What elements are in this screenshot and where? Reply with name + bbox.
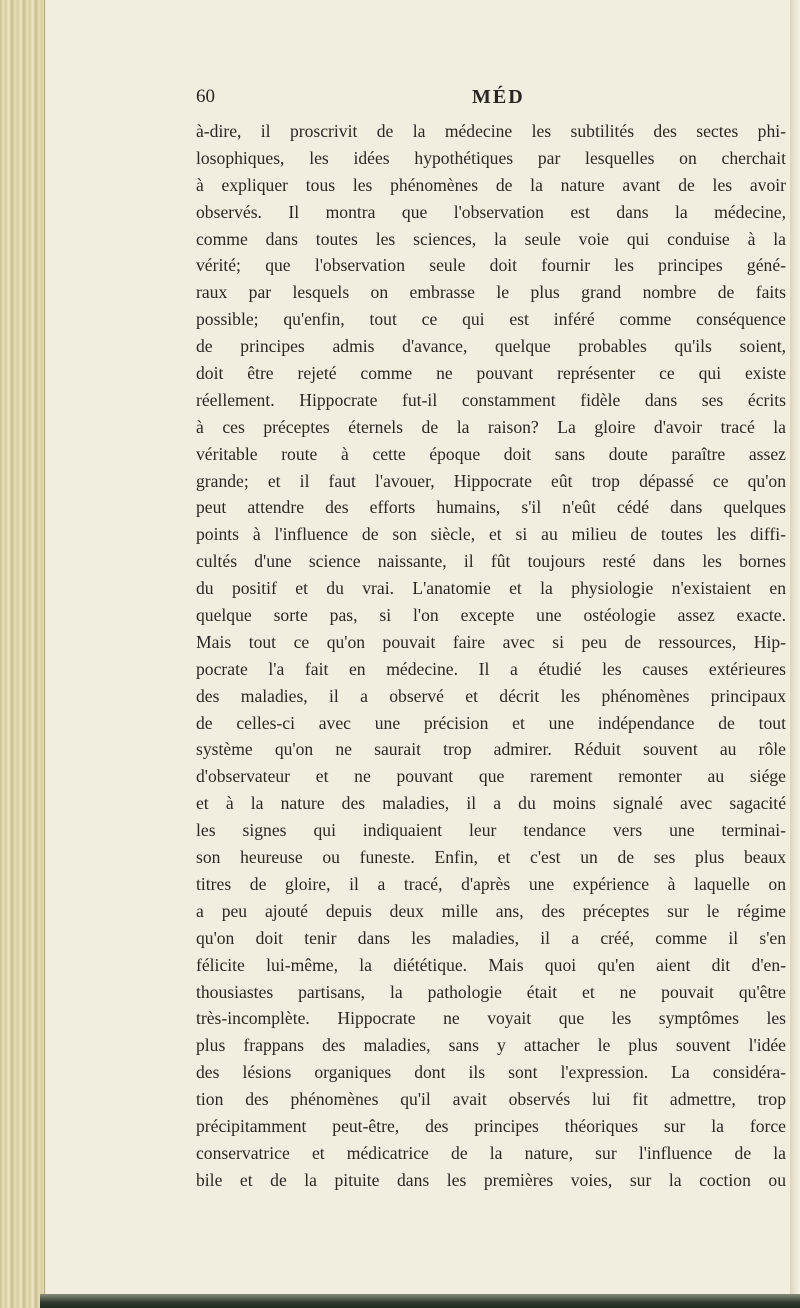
text-line: possible; qu'enfin, tout ce qui est inféré comme conséquence [196, 309, 786, 330]
page-bottom-edge [40, 1294, 800, 1308]
text-line: titres de gloire, il a tracé, d'après une expérience à laquelle on [196, 873, 786, 894]
text-line: d'observateur et ne pouvant que rarement remonter au siége [196, 766, 786, 787]
page-right-edge [790, 0, 800, 1308]
text-line: à ces préceptes éternels de la raison? La gloire d'avoir tracé la [196, 416, 786, 437]
text-line: points à l'influence de son siècle, et si au milieu de toutes les diffi- [196, 524, 786, 545]
text-line: thousiastes partisans, la pathologie était et ne pouvait qu'être [196, 981, 786, 1002]
text-line: qu'on doit tenir dans les maladies, il a créé, comme il s'en [196, 927, 786, 948]
page-number: 60 [196, 86, 215, 107]
text-line: très-incomplète. Hippocrate ne voyait que les symptômes les [196, 1008, 786, 1029]
text-line: du positif et du vrai. L'anatomie et la physiologie n'existaient en [196, 578, 786, 599]
text-line: raux par lesquels on embrasse le plus grand nombre de faits [196, 282, 786, 303]
text-line: conservatrice et médicatrice de la nature, sur l'influence de la [196, 1142, 786, 1163]
text-line: les signes qui indiquaient leur tendance vers une terminai- [196, 820, 786, 841]
running-head-title: MÉD [472, 86, 525, 108]
running-head [196, 86, 576, 112]
text-line: bile et de la pituite dans les premières voies, sur la coction ou [196, 1169, 786, 1190]
text-line: tion des phénomènes qu'il avait observés lui fit admettre, trop [196, 1089, 786, 1110]
text-line: grande; et il faut l'avouer, Hippocrate eût trop dépassé ce qu'on [196, 470, 786, 491]
text-line: félicite lui-même, la diététique. Mais quoi qu'en aient dit d'en- [196, 954, 786, 975]
text-line: de celles-ci avec une précision et une indépendance de tout [196, 712, 786, 733]
text-line: Mais tout ce qu'on pouvait faire avec si peu de ressources, Hip- [196, 631, 786, 652]
text-line: de principes admis d'avance, quelque probables qu'ils soient, [196, 336, 786, 357]
text-line: doit être rejeté comme ne pouvant représenter ce qui existe [196, 363, 786, 384]
text-line: pocrate l'a fait en médecine. Il a étudié les causes extérieures [196, 658, 786, 679]
text-line: à-dire, il proscrivit de la médecine les subtilités des sectes phi- [196, 121, 786, 141]
text-line: losophiques, les idées hypothétiques par lesquelles on cherchait [196, 147, 786, 168]
body-text [196, 118, 786, 1194]
book-binding-edge [0, 0, 45, 1308]
text-line: comme dans toutes les sciences, la seule voie qui conduise à la [196, 228, 786, 249]
text-line: à expliquer tous les phénomènes de la nature avant de les avoir [196, 174, 786, 195]
text-line: son heureuse ou funeste. Enfin, et c'est un de ses plus beaux [196, 847, 786, 868]
text-line: peut attendre des efforts humains, s'il n'eût cédé dans quelques [196, 497, 786, 518]
text-line: système qu'on ne saurait trop admirer. Réduit souvent au rôle [196, 739, 786, 760]
text-line: vérité; que l'observation seule doit fournir les principes géné- [196, 255, 786, 276]
text-line: quelque sorte pas, si l'on excepte une ostéologie assez exacte. [196, 605, 786, 626]
text-line: des lésions organiques dont ils sont l'expression. La considéra- [196, 1062, 786, 1083]
text-line: et à la nature des maladies, il a du moins signalé avec sagacité [196, 793, 786, 814]
text-line: observés. Il montra que l'observation est dans la médecine, [196, 201, 786, 222]
text-line: réellement. Hippocrate fut-il constamment fidèle dans ses écrits [196, 389, 786, 410]
text-line: cultés d'une science naissante, il fût toujours resté dans les bornes [196, 551, 786, 572]
text-line: plus frappans des maladies, sans y attacher le plus souvent l'idée [196, 1035, 786, 1056]
text-line: précipitamment peut-être, des principes théoriques sur la force [196, 1115, 786, 1136]
text-line: véritable route à cette époque doit sans doute paraître assez [196, 443, 786, 464]
text-line: a peu ajouté depuis deux mille ans, des préceptes sur le régime [196, 900, 786, 921]
text-line: des maladies, il a observé et décrit les phénomènes principaux [196, 685, 786, 706]
